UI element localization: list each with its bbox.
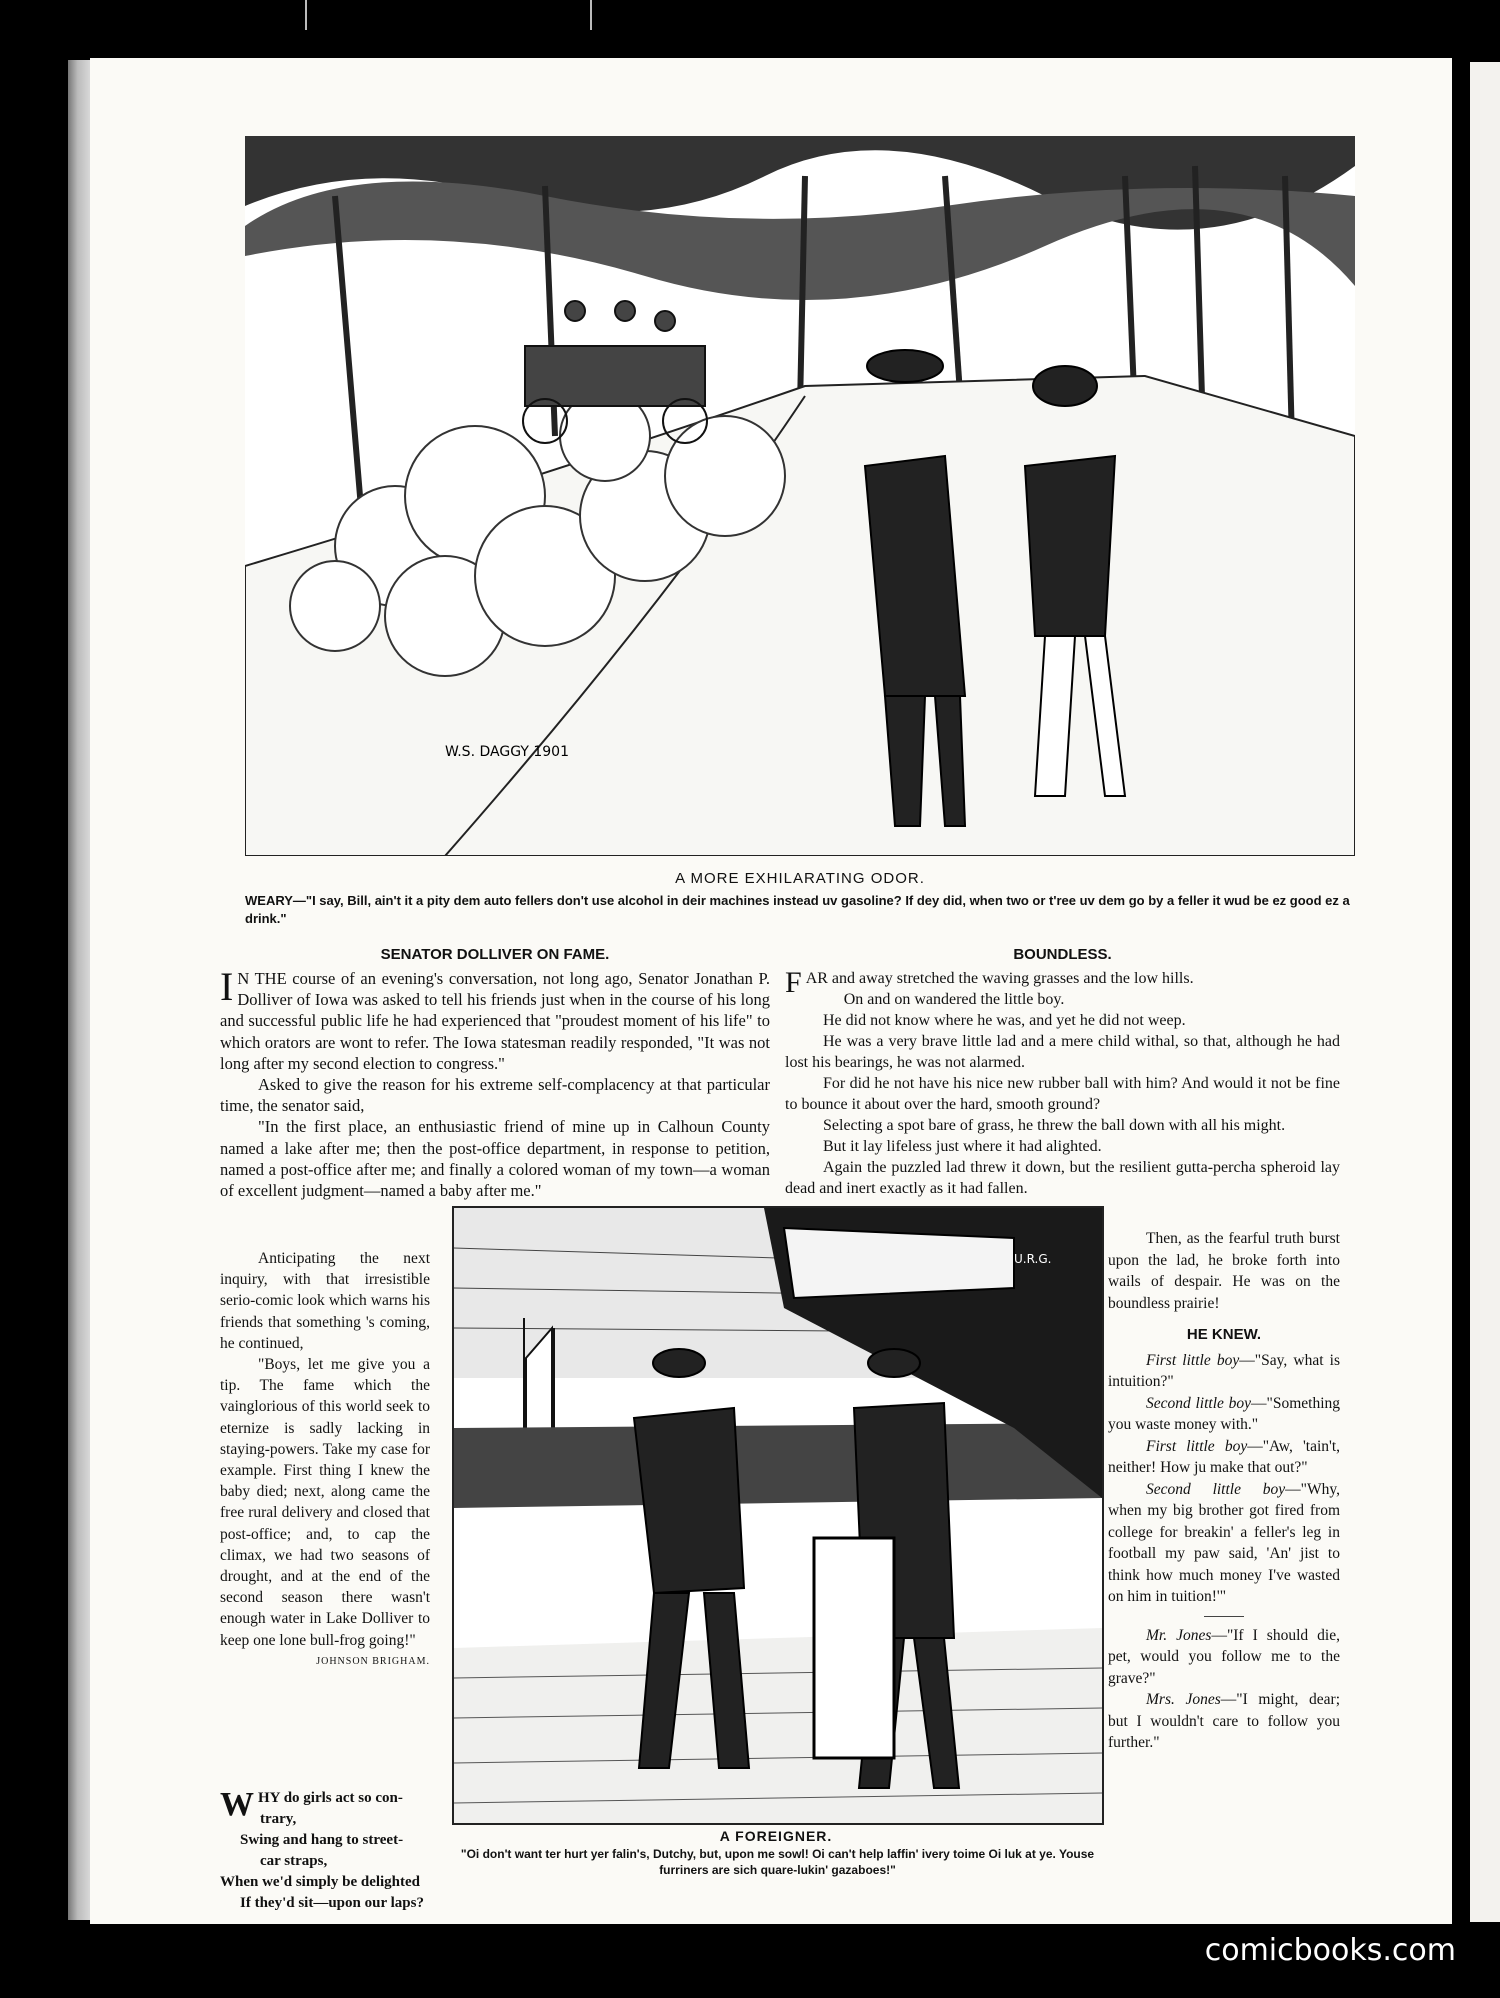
roadside-scene: [245, 136, 1355, 856]
adjacent-page: [1470, 62, 1500, 1922]
boat-label: U.R.G.: [1014, 1252, 1052, 1266]
poem: [220, 1788, 440, 1914]
dialogue: —"Something you waste money with.": [1108, 1394, 1340, 1433]
paragraph: Then, as the fearful truth burst upon the lad, he broke forth into wails of despair. He was on the boundless prairie!: [1108, 1230, 1340, 1312]
poem-line: Swing and hang to street-: [240, 1832, 404, 1848]
top-caption-title: A MORE EXHILARATING ODOR.: [675, 870, 925, 887]
divider: [1204, 1616, 1244, 1617]
paragraph: Anticipating the next inquiry, with that irresistible serio-comic look which warns his friends that something 's coming, he continued,: [220, 1250, 430, 1352]
top-caption-text: WEARY—"I say, Bill, ain't it a pity dem auto fellers don't use alcohol in deir machines instead uv gasoline? If dey did, when two or t'ree uv dem go by a feller it wud be ez good ez a drink.": [245, 893, 1350, 926]
page-edge: [68, 60, 92, 1920]
narrow-right-column: [1108, 1228, 1340, 1754]
scan-mark: [305, 0, 307, 30]
paragraph: On and on wandered the little boy.: [843, 991, 1065, 1008]
speaker: Mr. Jones: [1146, 1626, 1212, 1644]
bottom-caption-text: "Oi don't want ter hurt yer falin's, Dutchy, but, upon me sowl! Oi can't help laffin' ivery toime Oi luk at ye. Youse furriners are sich quare-lukin' gazaboes!": [460, 1847, 1095, 1877]
paragraph: He was a very brave little lad and a mere child withal, so that, although he had lost his bearings, he was not alarmed.: [785, 1033, 1340, 1071]
top-illustration: [245, 136, 1355, 856]
article-dolliver-top: [220, 964, 770, 1201]
article-heading-boundless: BOUNDLESS.: [1013, 946, 1112, 963]
article-dolliver-narrow: [220, 1248, 430, 1672]
dropcap: W: [220, 1786, 254, 1823]
bottom-illustration: [452, 1206, 1104, 1825]
dock-scene: [454, 1208, 1102, 1823]
magazine-page: [90, 58, 1452, 1924]
speaker: First little boy: [1146, 1437, 1248, 1455]
poem-line: HY do girls act so con-: [258, 1790, 403, 1806]
speaker: First little boy: [1146, 1351, 1240, 1369]
paragraph: N THE course of an evening's conversation, not long ago, Senator Jonathan P. Dolliver of Iowa was asked to tell his friends just when in the course of his long and successful public life he had experienced that "proudest moment of his life" to which orators are wont to refer. The Iowa statesman readily responded, "It was not long after my second election to congress.": [220, 969, 770, 1073]
poem-line: car straps,: [260, 1853, 328, 1869]
dialogue: —"I might, dear; but I wouldn't care to follow you further.": [1108, 1691, 1340, 1751]
paragraph: "Boys, let me give you a tip. The fame which the vainglorious of this world seek to eternize is sadly lacking in staying-powers. Take my case for example. First thing I knew the baby died; next, along came the free rural delivery and closed that post-office; and, to cap the climax, we had two seasons of drought, and at the end of the second season there wasn't enough water in Lake Dolliver to keep one lone bull-frog going!": [220, 1356, 430, 1649]
article-boundless: [785, 968, 1340, 1199]
poem-line: If they'd sit—upon our laps?: [240, 1895, 424, 1911]
poem-line: trary,: [260, 1811, 297, 1827]
paragraph: But it lay lifeless just where it had alighted.: [823, 1138, 1102, 1155]
paragraph: Selecting a spot bare of grass, he threw the ball down with all his might.: [823, 1117, 1286, 1134]
dialogue: —"Say, what is intuition?": [1108, 1351, 1340, 1390]
paragraph: AR and away stretched the waving grasses and the low hills.: [805, 970, 1194, 987]
dropcap: F: [785, 966, 802, 999]
article-heading-dolliver: SENATOR DOLLIVER ON FAME.: [380, 946, 610, 963]
dialogue: —"If I should die, pet, would you follow me to the grave?": [1108, 1626, 1340, 1687]
watermark: comicbooks.com: [1204, 1933, 1456, 1968]
speaker: Mrs. Jones: [1146, 1691, 1221, 1708]
bollard: [814, 1538, 894, 1758]
paragraph: "In the first place, an enthusiastic friend of mine up in Calhoun County named a lake after me; then the post-office department, in response to petition, named a post-office after me; and finally a colored woman of my town—a woman of excellent judgment—named a baby after me.": [220, 1117, 770, 1201]
scan-mark: [590, 0, 592, 30]
bottom-caption-title: A FOREIGNER.: [719, 1828, 833, 1844]
author-signature: JOHNSON BRIGHAM.: [316, 1655, 430, 1667]
speaker: Second little boy: [1146, 1480, 1286, 1498]
paragraph: Asked to give the reason for his extreme self-complacency at that particular time, the senator said,: [220, 1075, 770, 1116]
he-knew-heading: HE KNEW.: [1186, 1326, 1262, 1343]
speaker: Second little boy: [1146, 1394, 1251, 1412]
paragraph: Again the puzzled lad threw it down, but the resilient gutta-percha spheroid lay dead and inert exactly as it had fallen.: [785, 1159, 1340, 1197]
dialogue: —"Aw, 'tain't, neither! How ju make that out?": [1108, 1437, 1341, 1476]
dialogue: —"Why, when my big brother got fired from college for breakin' a feller's leg in football my paw said, 'An' jist to think how much money I've wasted on him in tuition!'": [1108, 1480, 1340, 1605]
artist-signature: W.S. DAGGY 1901: [445, 744, 569, 760]
paragraph: He did not know where he was, and yet he did not weep.: [823, 1012, 1186, 1029]
paragraph: For did he not have his nice new rubber ball with him? And would it not be fine to bounce it about over the hard, smooth ground?: [785, 1075, 1340, 1113]
poem-line: When we'd simply be delighted: [220, 1874, 421, 1890]
dropcap: I: [220, 964, 234, 1009]
